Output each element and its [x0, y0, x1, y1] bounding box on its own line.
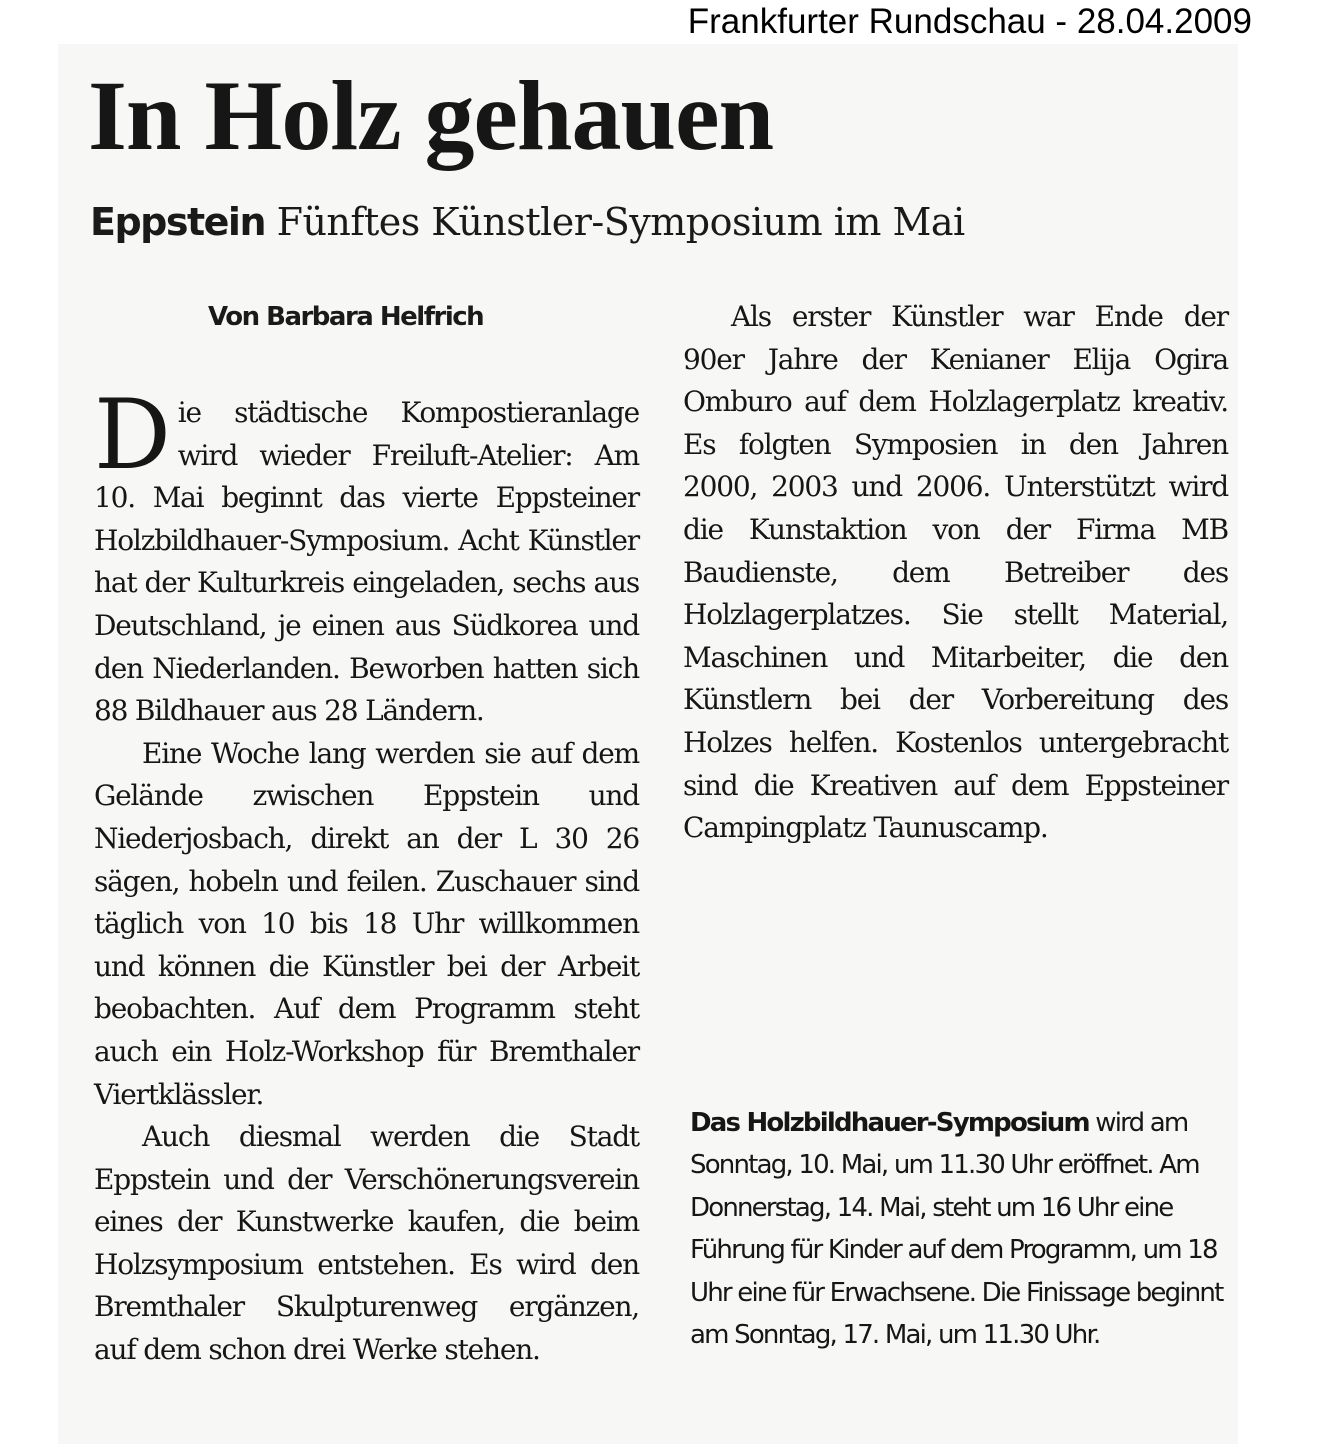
byline: Von Barbara Helfrich [208, 302, 484, 332]
info-box [690, 1102, 1230, 1356]
column-left [94, 379, 639, 1372]
paragraph-1-text: ie städtische Kompostieranlage wird wieder Freiluft-Atelier: Am 10. Mai beginnt das vierte Eppsteiner Holzbildhauer-Symposium. Acht Künstler hat der Kulturkreis eingeladen, sechs aus Deutschland, je einen aus Südkorea und den Niederlanden. Beworben hatten sich 88 Bildhauer aus 28 Ländern. [94, 396, 639, 728]
subhead-text: Fünftes Künstler-Symposium im Mai [276, 200, 965, 244]
headline: In Holz gehauen [88, 60, 774, 171]
subhead-place: Eppstein [90, 200, 265, 244]
info-text: wird am Sonntag, 10. Mai, um 11.30 Uhr eröffnet. Am Donnerstag, 14. Mai, steht um 16 Uhr eine Führung für Kinder auf dem Programm, um 18 Uhr eine für Erwachsene. Die Finissage beginnt am Sonntag, 17. Mai, um 11.30 Uhr. [690, 1108, 1223, 1351]
info-lead: Das Holzbildhauer-Symposium [690, 1108, 1089, 1138]
column-right [683, 296, 1228, 850]
paragraph-3: Auch diesmal werden die Stadt Eppstein und der Verschönerungsverein eines der Kunstwerke kaufen, die beim Holzsymposium entstehen. Es wird den Bremthaler Skulpturenweg ergänzen, auf dem schon drei Werke stehen. [94, 1120, 639, 1367]
paragraph-1 [94, 379, 639, 733]
paragraph-4: Als erster Künstler war Ende der 90er Jahre der Kenianer Elija Ogira Omburo auf dem Holzlagerplatz kreativ. Es folgten Symposien in den Jahren 2000, 2003 und 2006. Unterstützt wird die Kunstaktion von der Firma MB Baudienste, dem Betreiber des Holzlagerplatzes. Sie stellt Material, Maschinen und Mitarbeiter, die den Künstlern bei der Vorbereitung des Holzes helfen. Kostenlos untergebracht sind die Kreativen auf dem Eppsteiner Campingplatz Taunuscamp. [683, 300, 1228, 845]
paragraph-2: Eine Woche lang werden sie auf dem Gelände zwischen Eppstein und Niederjosbach, direkt an der L 30 26 sägen, hobeln und feilen. Zuschauer sind täglich von 10 bis 18 Uhr willkommen und können die Künstler bei der Arbeit beobachten. Auf dem Programm steht auch ein Holz-Workshop für Bremthaler Viertklässler. [94, 736, 639, 1111]
drop-cap: D [94, 379, 170, 491]
subhead [90, 200, 965, 244]
source-line: Frankfurter Rundschau - 28.04.2009 [687, 2, 1252, 41]
